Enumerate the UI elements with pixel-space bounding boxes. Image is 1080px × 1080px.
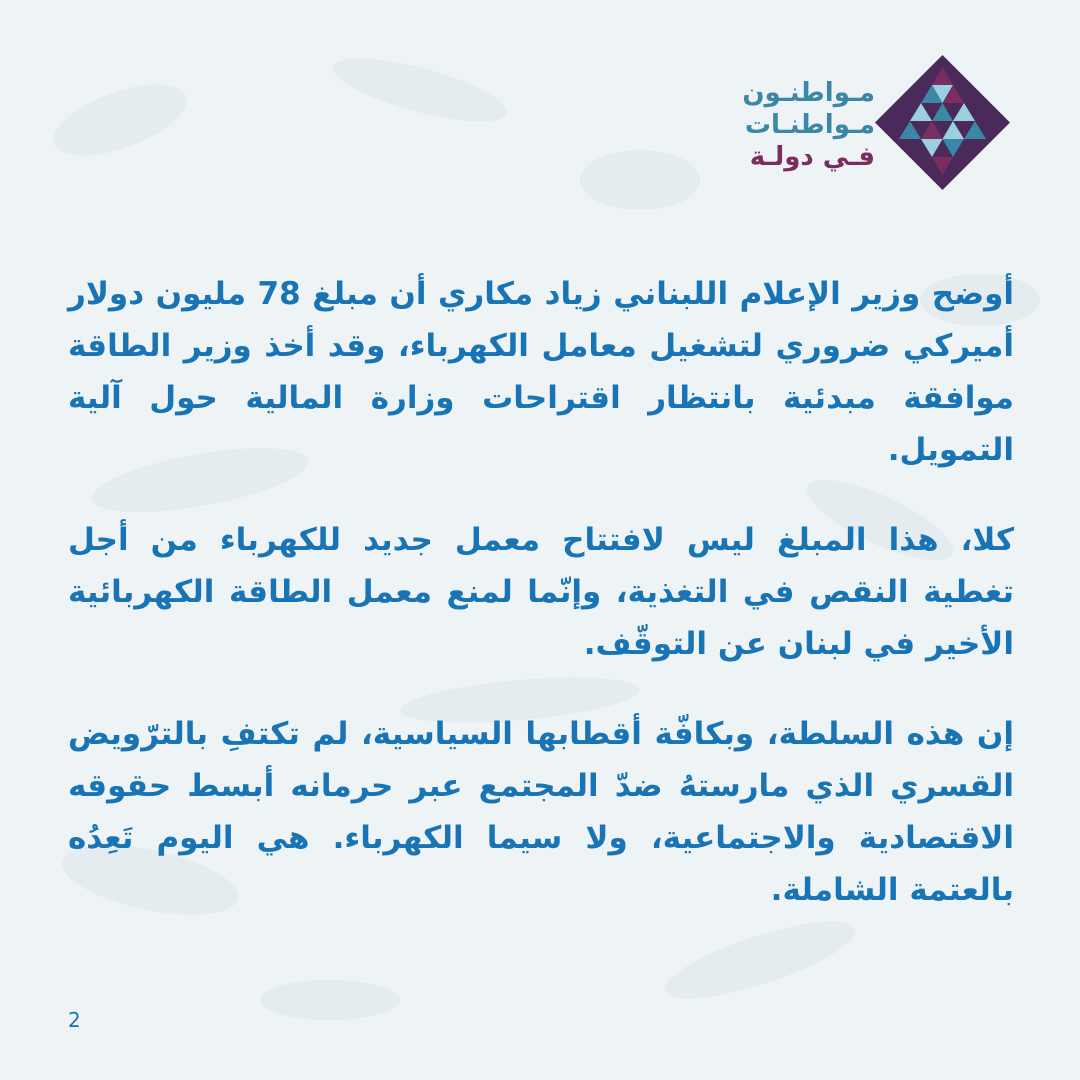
paragraph-3: إن هذه السلطة، وبكافّة أقطابها السياسية، لم تكتفِ بالترّويض القسري الذي مارستهُ ضدّ المجتمع عبر حرمانه أبسط حقوقه الاقتصادية والاجتماعية، ولا سيما الكهرباء. هي اليوم تَعِدُه بالعتمة الشاملة. [68,716,1014,908]
diamond-logo-icon [875,55,1010,190]
logo-text [695,77,875,173]
logo [690,55,1010,190]
logo-line-citizens-f: مـواطنـات [744,110,875,140]
page-number: 2 [68,1008,81,1032]
paragraph-1: أوضح وزير الإعلام اللبناني زياد مكاري أن مبلغ 78 مليون دولار أميركي ضروري لتشغيل معامل الكهرباء، وقد أخذ وزير الطاقة موافقة مبدئية بانتظار اقتراحات وزارة المالية حول آلية التمويل. [68,276,1014,468]
logo-line-in-a-state: فـي دولـة [749,142,875,172]
paragraph-2: كلا، هذا المبلغ ليس لافتتاح معمل جديد للكهرباء من أجل تغطية النقص في التغذية، وإنّما لمنع معمل الطاقة الكهربائية الأخير في لبنان عن التوقّف. [68,522,1014,662]
logo-line-citizens-m: مـواطنـون [742,78,875,108]
article-body [68,268,1014,954]
